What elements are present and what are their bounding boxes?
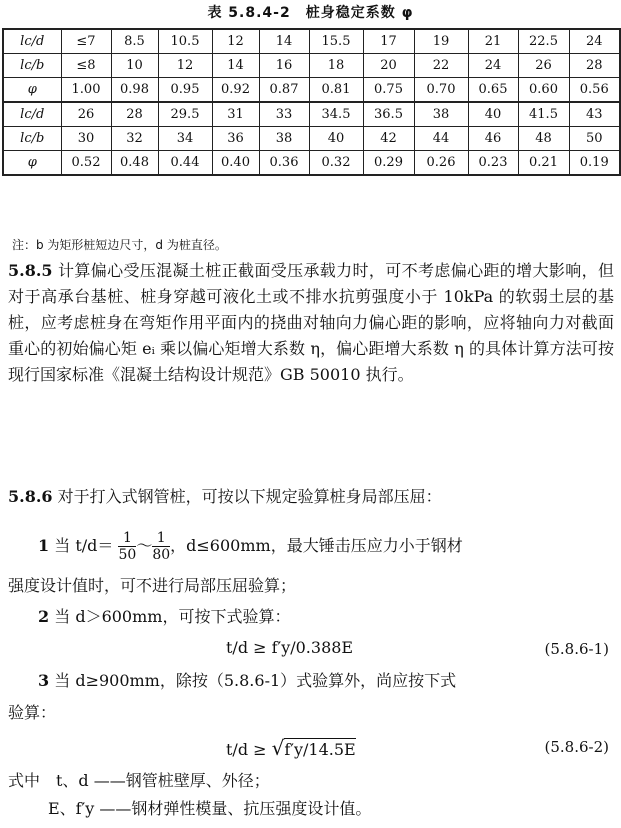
formula-5-8-6-1: t/d ≥ f′y/0.388E [226, 638, 354, 657]
table-cell: 28 [111, 102, 158, 127]
where-line-1: 式中 t、d ——钢管桩壁厚、外径； [8, 771, 270, 790]
table-cell: 0.92 [212, 78, 259, 103]
table-cell: 36.5 [363, 102, 414, 127]
table-cell: 0.40 [212, 151, 259, 176]
tilde: ～ [136, 536, 153, 555]
frac-numerator: 1 [118, 530, 136, 547]
table-cell: 18 [309, 54, 363, 78]
table-cell: 0.52 [61, 151, 111, 176]
table-cell: 36 [212, 127, 259, 151]
table-cell: 40 [309, 127, 363, 151]
table-cell: 12 [158, 54, 212, 78]
frac-denominator: 50 [118, 547, 137, 563]
table-cell: 26 [518, 54, 569, 78]
table-cell: 28 [569, 54, 620, 78]
table-cell: 0.87 [259, 78, 309, 103]
sqrt-sign-icon: √ [271, 736, 285, 760]
fraction-1-80 [152, 530, 170, 563]
table-title: 表 5.8.4-2 桩身稳定系数 φ [207, 5, 414, 21]
where-line-2: E、f′y ——钢材弹性模量、抗压强度设计值。 [48, 799, 372, 818]
stability-coefficient-table [2, 28, 621, 176]
table-cell: 8.5 [111, 29, 158, 54]
table-cell: 0.44 [158, 151, 212, 176]
table-cell: 22 [414, 54, 468, 78]
section-number: 5.8.5 [8, 261, 53, 280]
table-cell: 0.95 [158, 78, 212, 103]
table-cell: 0.29 [363, 151, 414, 176]
table-cell: 24 [468, 54, 518, 78]
table-cell: 42 [363, 127, 414, 151]
table-row [3, 54, 620, 78]
table-cell: 22.5 [518, 29, 569, 54]
table-row [3, 29, 620, 54]
item-3-continuation: 验算： [8, 703, 57, 722]
table-cell: 0.36 [259, 151, 309, 176]
table-cell: 34 [158, 127, 212, 151]
section-5-8-5 [8, 258, 614, 388]
table-cell: 44 [414, 127, 468, 151]
table-cell: 29.5 [158, 102, 212, 127]
formula-number-1: (5.8.6-1) [544, 640, 609, 658]
table-cell: 10 [111, 54, 158, 78]
table-cell: 14 [212, 54, 259, 78]
row-label: lc/d [3, 102, 61, 127]
item-3 [8, 668, 614, 694]
table-cell: 0.23 [468, 151, 518, 176]
table-cell: ≤8 [61, 54, 111, 78]
table-note: 注：b 为矩形桩短边尺寸，d 为桩直径。 [12, 238, 227, 252]
table-cell: 0.98 [111, 78, 158, 103]
table-cell: 0.65 [468, 78, 518, 103]
section-number: 5.8.6 [8, 487, 53, 506]
table-cell: 38 [259, 127, 309, 151]
table-cell: 0.56 [569, 78, 620, 103]
table-cell: 10.5 [158, 29, 212, 54]
table-cell: 0.32 [309, 151, 363, 176]
formula-lhs: t/d ≥ [226, 740, 267, 759]
table-cell: 0.70 [414, 78, 468, 103]
table-row [3, 127, 620, 151]
table-cell: 43 [569, 102, 620, 127]
table-cell: ≤7 [61, 29, 111, 54]
table-cell: 34.5 [309, 102, 363, 127]
table-cell: 0.21 [518, 151, 569, 176]
table-cell: 21 [468, 29, 518, 54]
row-label: φ [3, 78, 61, 103]
row-label: φ [3, 151, 61, 176]
frac-numerator: 1 [152, 530, 170, 547]
item-1-post: ，d≤600mm，最大锤击压应力小于钢材 [170, 536, 463, 555]
table-cell: 31 [212, 102, 259, 127]
formula-radicand: f′y/14.5E [284, 740, 356, 759]
item-2-text: 当 d＞600mm，可按下式验算： [54, 607, 291, 626]
table-cell: 0.48 [111, 151, 158, 176]
row-label: lc/b [3, 127, 61, 151]
table-cell: 33 [259, 102, 309, 127]
formula-number-2: (5.8.6-2) [544, 738, 609, 756]
table-cell: 46 [468, 127, 518, 151]
table-cell: 41.5 [518, 102, 569, 127]
table-cell: 1.00 [61, 78, 111, 103]
table-cell: 0.19 [569, 151, 620, 176]
item-1 [8, 530, 614, 563]
formula-5-8-6-2 [226, 736, 356, 760]
table-cell: 19 [414, 29, 468, 54]
table-cell: 16 [259, 54, 309, 78]
table-cell: 50 [569, 127, 620, 151]
frac-denominator: 80 [152, 547, 171, 563]
item-number: 3 [38, 671, 50, 690]
table-cell: 38 [414, 102, 468, 127]
item-number: 1 [38, 536, 50, 555]
table-cell: 0.60 [518, 78, 569, 103]
section-intro: 对于打入式钢管桩，可按以下规定验算桩身局部压屈： [57, 487, 442, 506]
table-row [3, 151, 620, 176]
table-cell: 17 [363, 29, 414, 54]
table-cell: 20 [363, 54, 414, 78]
item-2 [8, 604, 614, 630]
section-text: 计算偏心受压混凝土桩正截面受压承载力时，可不考虑偏心距的增大影响，但对于高承台基桩、桩身穿越可液化土或不排水抗剪强度小于 10kPa 的软弱土层的基桩，应考虑桩身在弯矩作用平面内的挠曲对轴向力偏心距的影响，应将轴向力对截面重心的初始偏心矩 eᵢ 乘以偏心矩增大系数 η，偏心距增大系数 η 的具体计算方法可按现行国家标准《混凝土结构设计规范》GB 50010 执行。 [8, 261, 614, 384]
table-row [3, 102, 620, 127]
item-1-continuation: 强度设计值时，可不进行局部压屈验算； [8, 576, 297, 595]
row-label: lc/d [3, 29, 61, 54]
table-cell: 0.81 [309, 78, 363, 103]
section-5-8-6-intro [8, 484, 614, 510]
table-cell: 15.5 [309, 29, 363, 54]
table-cell: 30 [61, 127, 111, 151]
table-cell: 14 [259, 29, 309, 54]
fraction-1-50 [118, 530, 136, 563]
table-cell: 12 [212, 29, 259, 54]
table-cell: 0.75 [363, 78, 414, 103]
table-cell: 0.26 [414, 151, 468, 176]
table-cell: 48 [518, 127, 569, 151]
item-number: 2 [38, 607, 50, 626]
table-cell: 40 [468, 102, 518, 127]
table-row [3, 78, 620, 103]
item-3-text: 当 d≥900mm，除按（5.8.6-1）式验算外，尚应按下式 [54, 671, 457, 690]
item-1-pre: 当 t/d＝ [54, 536, 114, 555]
row-label: lc/b [3, 54, 61, 78]
table-cell: 32 [111, 127, 158, 151]
table-cell: 24 [569, 29, 620, 54]
table-cell: 26 [61, 102, 111, 127]
